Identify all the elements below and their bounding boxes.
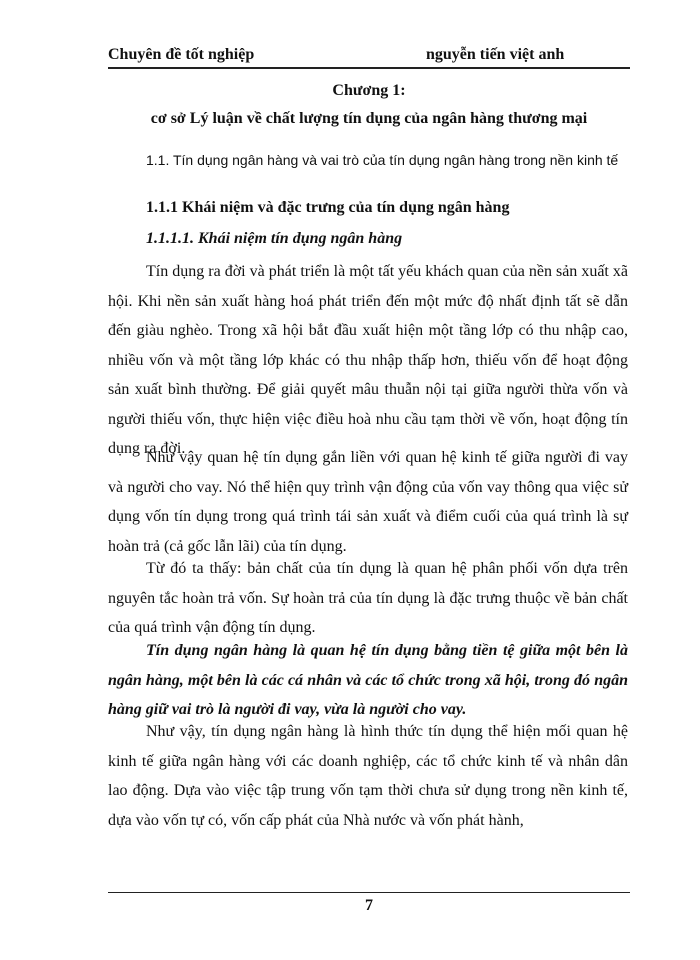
section-heading-1-1: 1.1. Tín dụng ngân hàng và vai trò của tín dụng ngân hàng trong nền kinh tế (146, 152, 619, 168)
chapter-subtitle: cơ sở Lý luận về chất lượng tín dụng của ngân hàng thương mại (150, 110, 588, 127)
header-divider (108, 67, 630, 69)
page-number: 7 (365, 897, 373, 914)
header-document-type: Chuyên đề tốt nghiệp (108, 46, 255, 63)
paragraph-1: Tín dụng ra đời và phát triển là một tất yếu khách quan của nền sản xuất xã hội. Khi nền sản xuất hàng hoá phát triển đến một mức độ nhất định tất sẽ dẫn đến giàu nghèo. Trong xã hội bắt đầu xuất hiện một tầng lớp có thu nhập cao, nhiều vốn và một tầng lớp khác có thu nhập thấp hơn, thiếu vốn để hoạt động sản xuất bình thường. Để giải quyết mâu thuẫn nội tại giữa người thừa vốn và người thiếu vốn, thực hiện việc điều hoà nhu cầu tạm thời về vốn, hoạt động tín dụng ra đời. (108, 263, 628, 457)
paragraph-2: Như vậy quan hệ tín dụng gắn liền với quan hệ kinh tế giữa người đi vay và người cho vay. Nó thể hiện quy trình vận động của vốn vay thông qua việc sử dụng vốn tín dụng trong quá trình tái sản xuất và điểm cuối của quá trình là sự hoàn trả (cả gốc lẫn lãi) của tín dụng. (108, 449, 628, 555)
section-heading-1-1-1: 1.1.1 Khái niệm và đặc trưng của tín dụng ngân hàng (146, 199, 510, 216)
footer-divider (108, 892, 630, 893)
definition-paragraph: Tín dụng ngân hàng là quan hệ tín dụng bằng tiền tệ giữa một bên là ngân hàng, một bên là các cá nhân và các tổ chức trong xã hội, trong đó ngân hàng giữ vai trò là người đi vay, vừa là người cho vay. (108, 642, 628, 718)
chapter-title: Chương 1: (332, 82, 406, 99)
page-header (108, 46, 630, 66)
section-heading-1-1-1-1: 1.1.1.1. Khái niệm tín dụng ngân hàng (146, 230, 403, 247)
header-author: nguyễn tiến việt anh (426, 46, 565, 63)
paragraph-5: Như vậy, tín dụng ngân hàng là hình thức tín dụng thể hiện mối quan hệ kinh tế giữa ngân hàng với các doanh nghiệp, các tổ chức kinh tế và nhân dân lao động. Dựa vào việc tập trung vốn tạm thời chưa sử dụng trong nền kinh tế, dựa vào vốn tự có, vốn cấp phát của Nhà nước và vốn phát hành, (108, 723, 628, 829)
paragraph-3: Từ đó ta thấy: bản chất của tín dụng là quan hệ phân phối vốn dựa trên nguyên tắc hoàn trả vốn. Sự hoàn trả của tín dụng là đặc trưng thuộc về bản chất của quá trình vận động tín dụng. (108, 560, 628, 636)
